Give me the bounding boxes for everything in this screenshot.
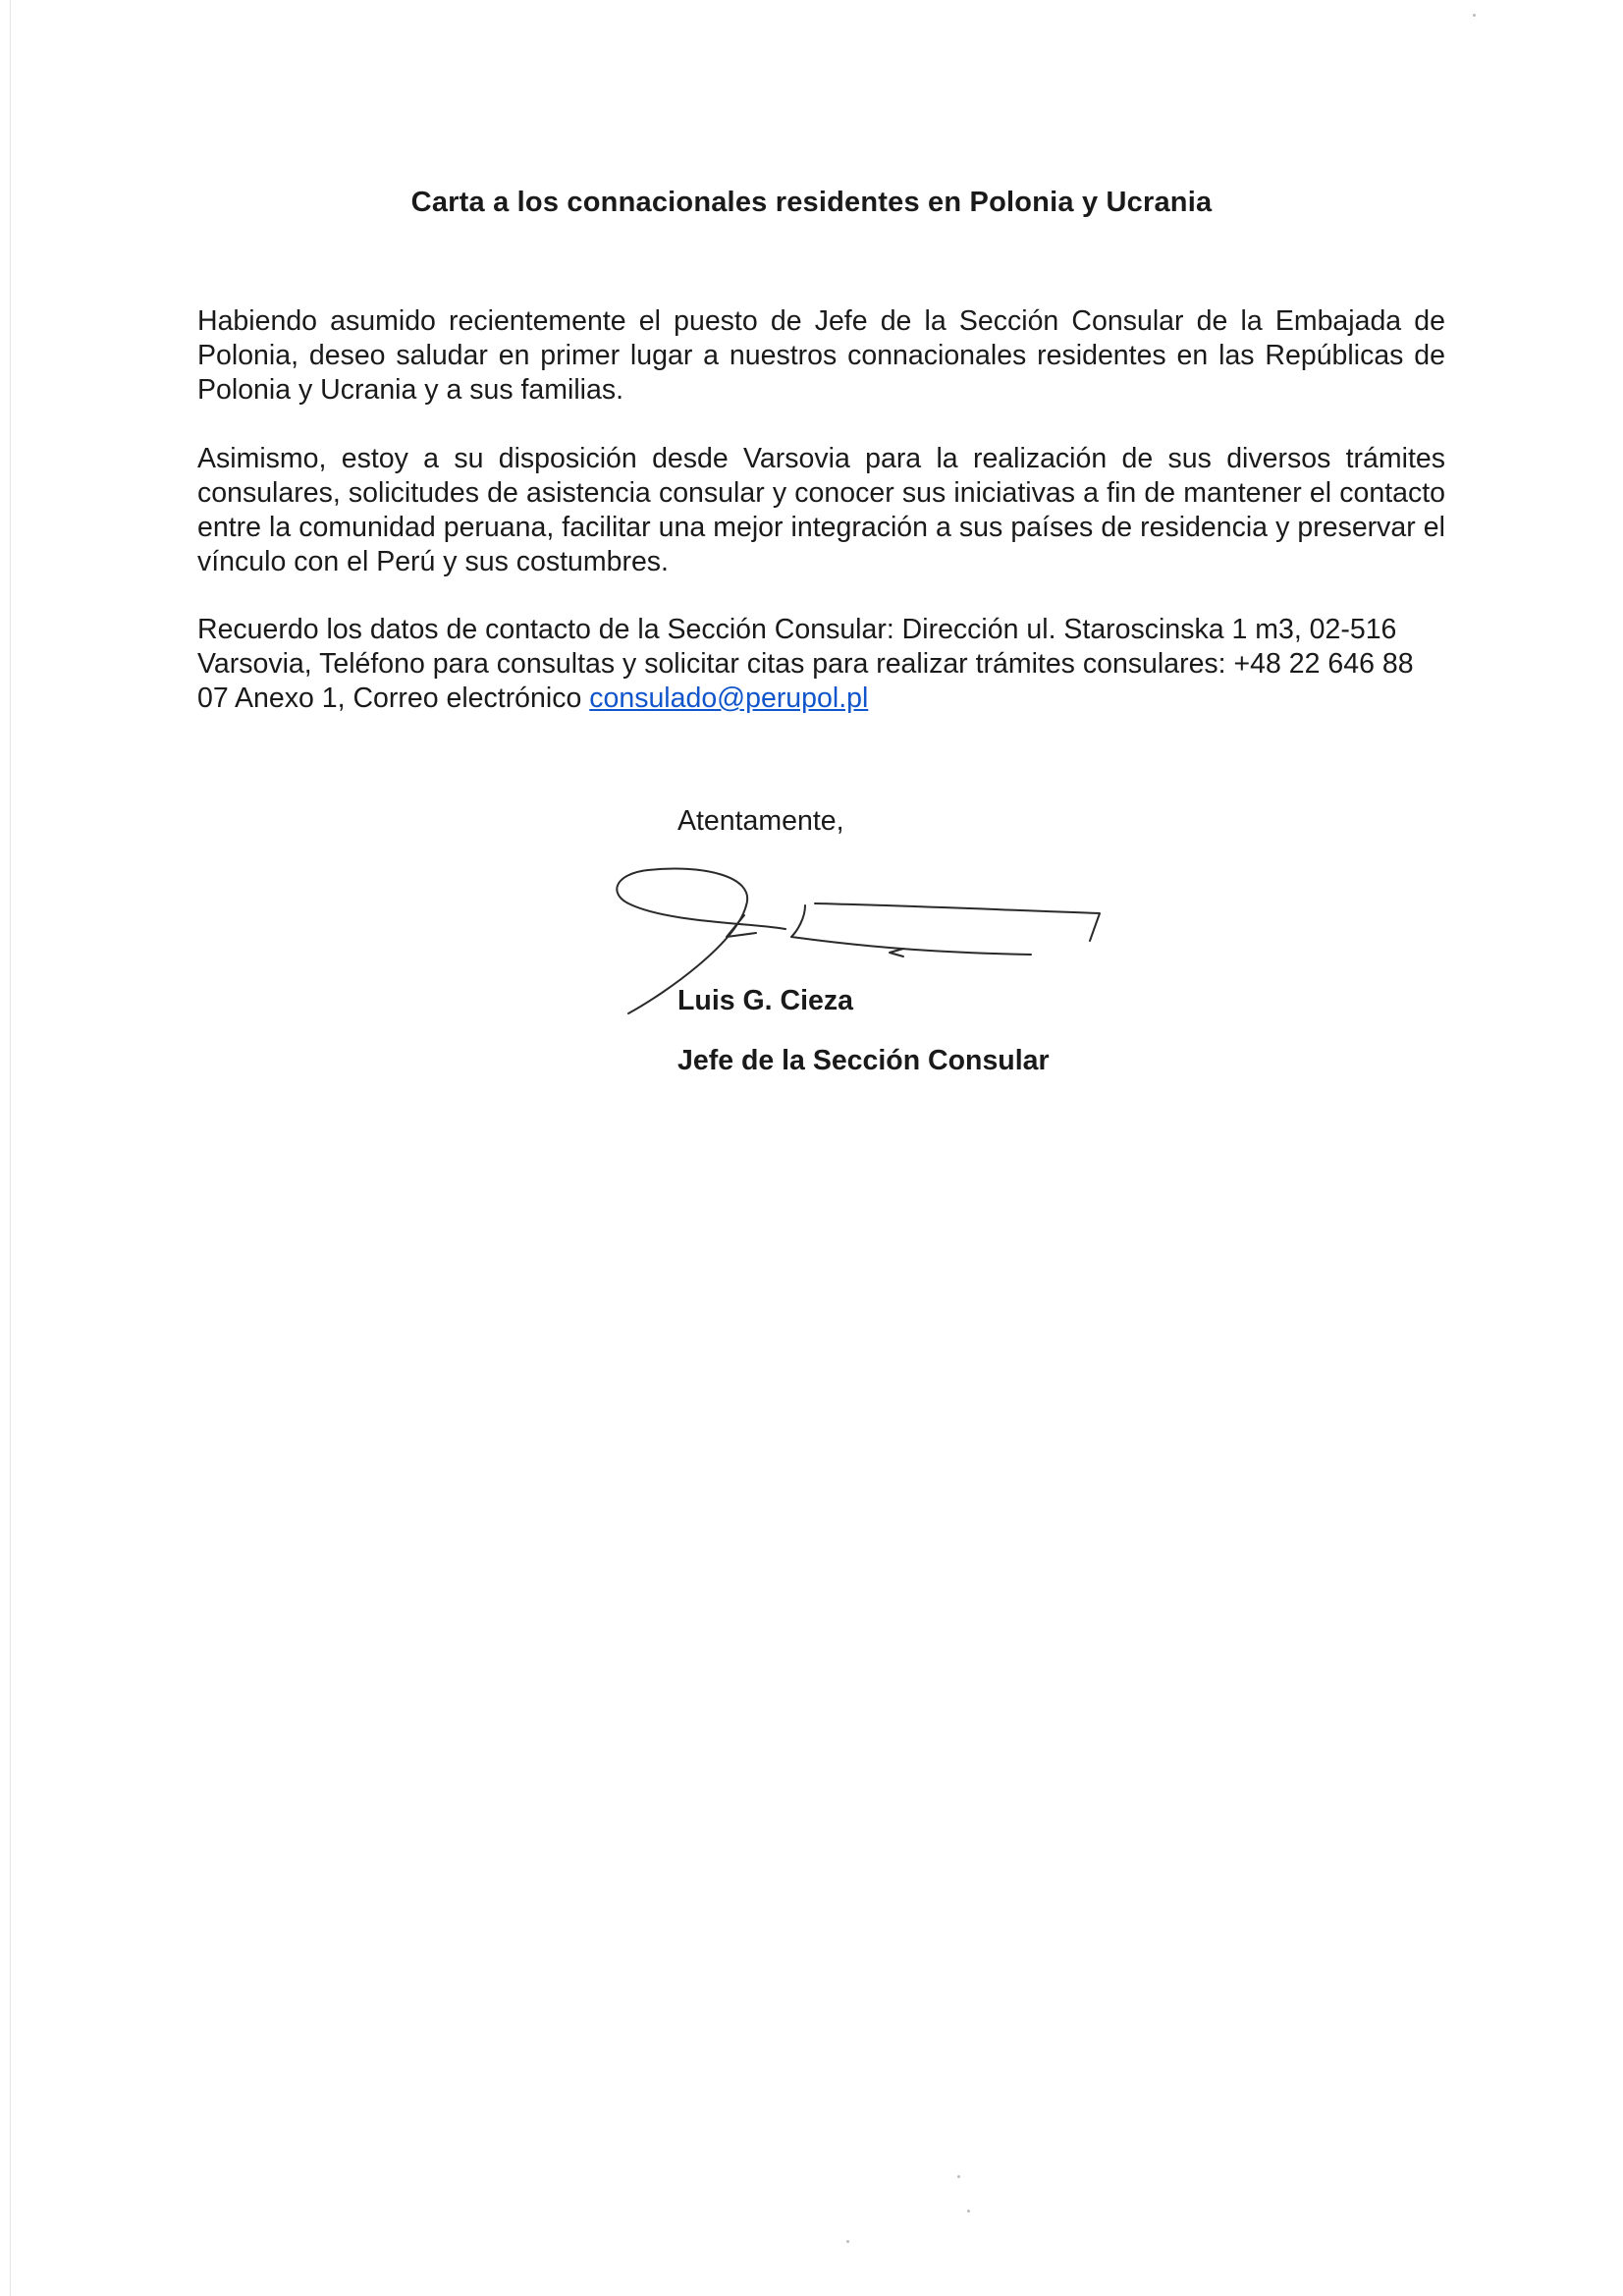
closing-salutation: Atentamente, — [677, 805, 844, 837]
scan-speck — [846, 2240, 849, 2243]
paragraph-greeting: Habiendo asumido recientemente el puesto de Jefe de la Sección Consular de la Embajada de Polonia, deseo saludar en primer lugar a nuestros connacionales residentes en las Repúblicas de Polonia y Ucrania y a sus familias. — [197, 305, 1445, 406]
signer-title: Jefe de la Sección Consular — [677, 1045, 1050, 1076]
signer-name: Luis G. Cieza — [677, 985, 853, 1016]
scan-edge — [10, 0, 11, 2296]
email-link[interactable]: consulado@perupol.pl — [589, 683, 869, 714]
contact-details-text: Recuerdo los datos de contacto de la Sección Consular: Dirección ul. Staroscinska 1 m3, 02-516 Varsovia, Teléfono para consultas y solicitar citas para realizar trámites consulares: +48 22 646 88 07 Anexo 1, Correo electrónico — [197, 614, 1414, 714]
scan-speck — [957, 2175, 960, 2178]
paragraph-contact — [197, 613, 1445, 716]
scan-speck — [967, 2210, 970, 2213]
scan-speck — [1473, 14, 1476, 17]
letter-title: Carta a los connacionales residentes en Polonia y Ucrania — [410, 187, 1213, 218]
paragraph-availability: Asimismo, estoy a su disposición desde Varsovia para la realización de sus diversos trámites consulares, solicitudes de asistencia consular y conocer sus iniciativas a fin de mantener el contacto entre la comunidad peruana, facilitar una mejor integración a sus países de residencia y preservar el vínculo con el Perú y sus costumbres. — [197, 443, 1445, 577]
